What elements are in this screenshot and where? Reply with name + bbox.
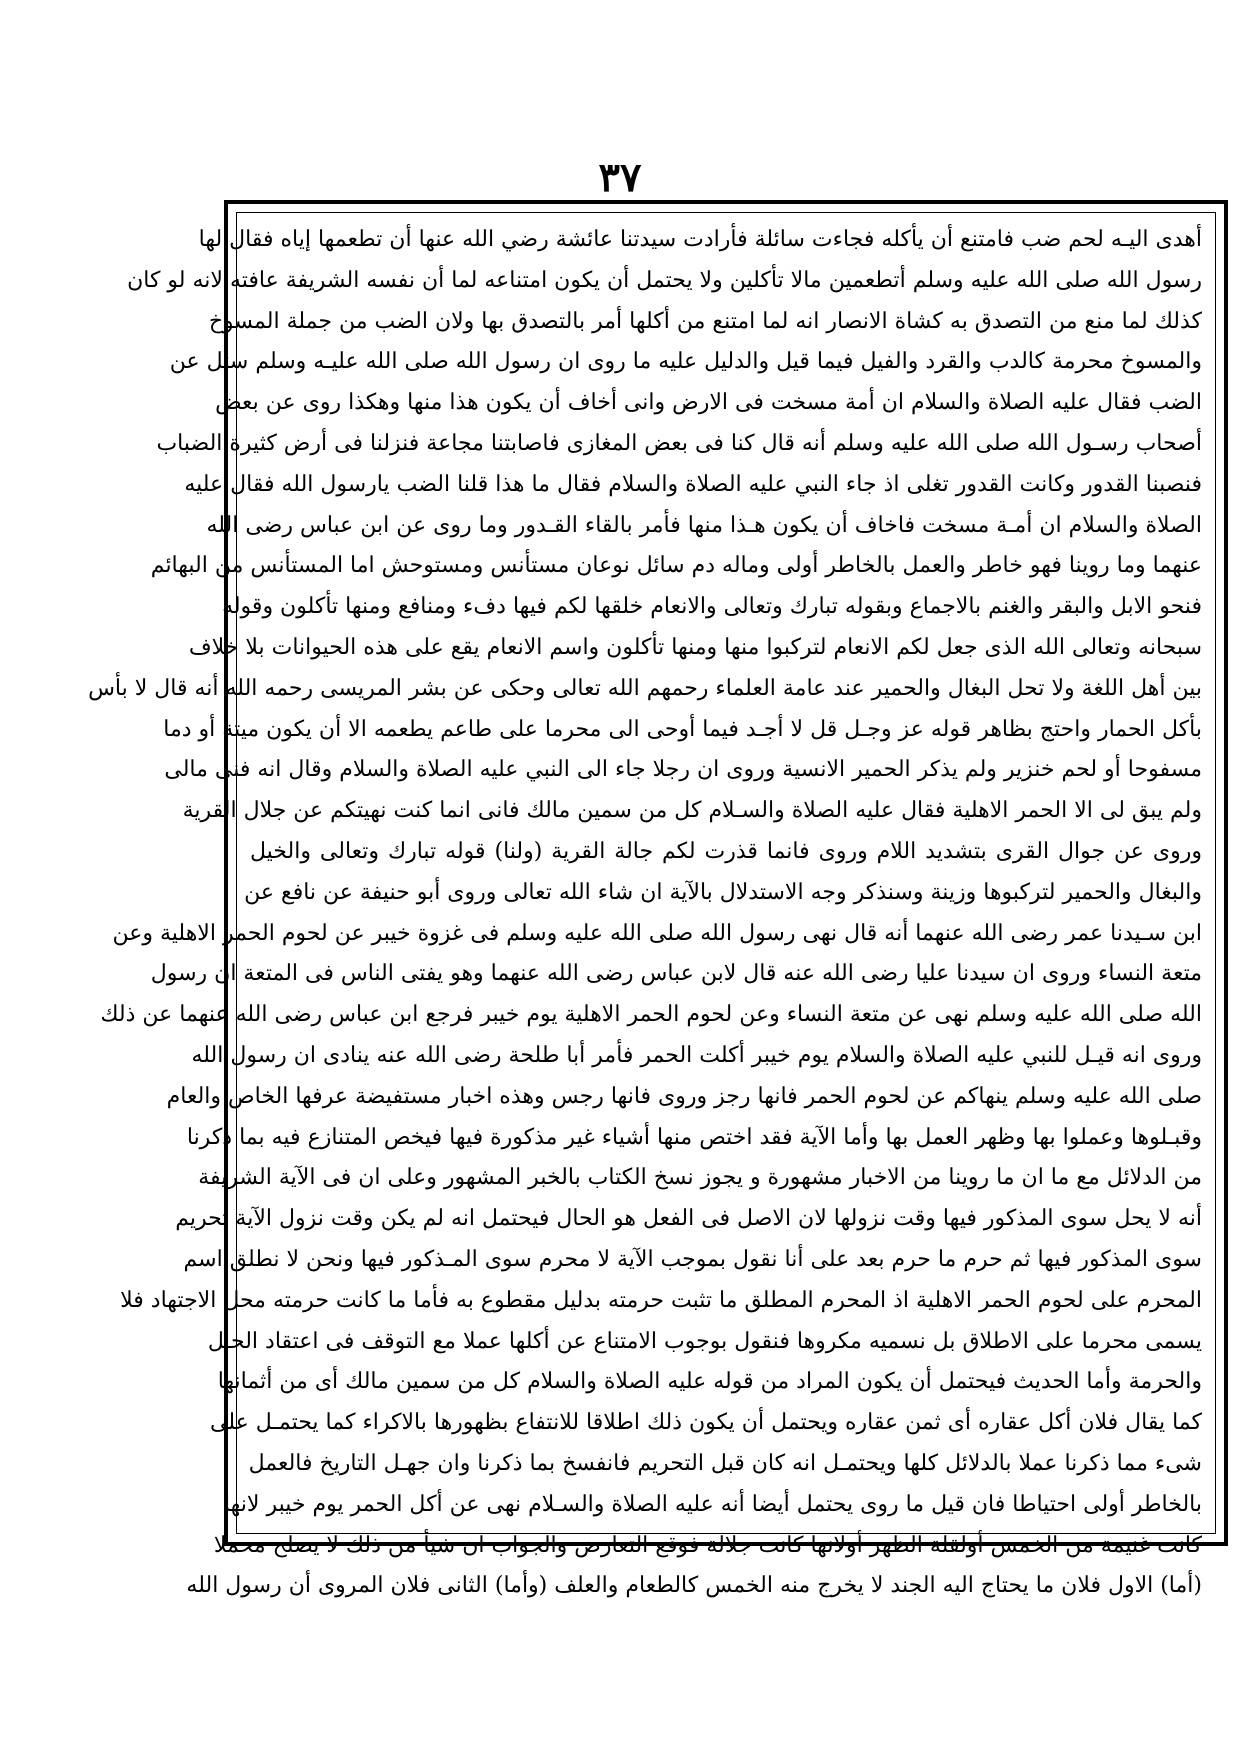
text-line: أهدى اليـه لحم ضب فامتنع أن يأكله فجاءت سائلة فأرادت سيدتنا عائشة رضي الله عنها أن تطعمها إياه فقال لها <box>198 227 1202 252</box>
text-line: وقبـلوها وعملوا بها وظهر العمل بها وأما الآية فقد اختص منها أشياء غير مذكورة فيها فيخص المتنازع فيه بما ذكرنا <box>186 1124 1202 1150</box>
text-line: مسفوحا أو لحم خنزير ولم يذكر الحمير الانسية وروى ان رجلا جاء الى النبي عليه الصلاة والسلام وقال انه فنى مالى <box>164 757 1202 783</box>
text-line: يسمى محرما على الاطلاق بل نسميه مكروها فنقول بوجوب الامتناع عن أكلها عملا مع التوقف فى اعتقاد الحـل <box>207 1328 1202 1354</box>
text-line: كذلك لما منع من التصدق به كشاة الانصار انه لما امتنع من أكلها أمر بالتصدق بها ولان الضب من جملة المسوخ <box>208 308 1202 334</box>
page-number: ٣٧ <box>598 154 642 201</box>
text-line: بين أهل اللغة ولا تحل البغال والحمير عند عامة العلماء رحمهم الله تعالى وحكى عن بشر المريسى رحمه الله أنه قال لا بأس <box>88 675 1202 701</box>
text-line: والمسوخ محرمة كالدب والقرد والفيل فيما قيل والدليل عليه ما روى ان رسول الله صلى الله عليـه وسلم سئل عن <box>169 349 1202 375</box>
text-line: ابن سـيدنا عمر رضى الله عنهما أنه قال نهى رسول الله صلى الله عليه وسلم فى غزوة خيبر عن لحوم الحمر الاهلية وعن <box>112 920 1202 946</box>
text-line: وروى انه قيـل للنبي عليه الصلاة والسلام يوم خيبر أكلت الحمر فأمر أبا طلحة رضى الله عنه ينادى ان رسول الله <box>191 1042 1202 1068</box>
text-line: الضب فقال عليه الصلاة والسلام ان أمة مسخت فى الارض وانى أخاف أن يكون هذا منها وهكذا روى عن بعض <box>215 390 1202 416</box>
text-line: عنهما وما روينا فهو خاطر والعمل بالخاطر أولى وماله دم سائل نوعان مستأنس ومستوحش اما المستأنس من البهائم <box>150 553 1202 579</box>
text-line: والحرمة وأما الحديث فيحتمل أن يكون المراد من قوله عليه الصلاة والسلام كل من سمين مالك أى من أثمانها <box>217 1369 1202 1395</box>
text-line: والبغال والحمير لتركبوها وزينة وسنذكر وجه الاستدلال بالآية ان شاء الله تعالى وروى أبو حنيفة عن نافع عن <box>244 879 1202 905</box>
text-line: الصلاة والسلام ان أمـة مسخت فاخاف أن يكون هـذا منها فأمر بالقاء القـدور وما روى عن ابن عباس رضى الله <box>206 512 1202 538</box>
text-line: شىء مما ذكرنا عملا بالدلائل كلها ويحتمـل انه كان قبل التحريم فانفسخ بما ذكرنا وان جهـل التاريخ فالعمل <box>248 1450 1202 1476</box>
text-line: أنه لا يحل سوى المذكور فيها وقت نزولها لان الاصل فى الفعل هو الحال فيحتمل انه لم يكن وقت نزول الآية تحريم <box>175 1206 1202 1232</box>
text-line: رسول الله صلى الله عليه وسلم أتطعمين مالا تأكلين ولا يحتمل أن يكون امتناعه لما أن نفسه الشريفة عافته لانه لو كان <box>127 267 1202 293</box>
text-line: صلى الله عليه وسلم ينهاكم عن لحوم الحمر فانها رجز وروى فانها رجس وهذه اخبار مستفيضة عرفها الخاص والعام <box>166 1083 1202 1109</box>
text-line: بأكل الحمار واحتج بظاهر قوله عز وجـل قل لا أجـد فيما أوحى الى محرما على طاعم يطعمه الا أن يكون ميتة أو دما <box>163 716 1202 742</box>
text-line: متعة النساء وروى ان سيدنا عليا رضى الله عنه قال لابن عباس رضى الله عنهما وهو يفتى الناس فى المتعة ان رسول <box>150 961 1202 987</box>
text-line: فنحو الابل والبقر والغنم بالاجماع وبقوله تبارك وتعالى والانعام خلقها لكم فيها دفء ومنافع ومنها تأكلون وقوله <box>222 594 1202 620</box>
text-line: المحرم على لحوم الحمر الاهلية اذ المحرم المطلق ما تثبت حرمته بدليل مقطوع به فأما ما كانت حرمته محل الاجتهاد فلا <box>120 1287 1202 1313</box>
text-line: ولم يبق لى الا الحمر الاهلية فقال عليه الصلاة والسـلام كل من سمين مالك فانى انما كنت نهيتكم عن جلال القرية <box>182 798 1202 824</box>
text-body <box>88 220 1206 1599</box>
text-line: وروى عن جوال القرى بتشديد اللام وروى فانما قذرت لكم جالة القرية (ولنا) قوله تبارك وتعالى والخيل <box>250 838 1202 864</box>
text-line: (أما) الاول فلان ما يحتاج اليه الجند لا يخرج منه الخمس كالطعام والعلف (وأما) الثانى فلان المروى أن رسول الله <box>186 1573 1202 1599</box>
text-line: كانت غنيمة من الخمس أولقلة الظهر أولانها كانت جلالة فوقع التعارض والجواب ان شيأ من ذلك لا يصلح محملا <box>213 1532 1202 1558</box>
text-line: سوى المذكور فيها ثم حرم ما حرم بعد على أنا نقول بموجب الآية لا محرم سوى المـذكور فيها ونحن لا نطلق اسم <box>183 1246 1202 1272</box>
text-line: أصحاب رسـول الله صلى الله عليه وسلم أنه قال كنا فى بعض المغازى فاصابتنا مجاعة فنزلنا فى أرض كثيرة الضباب <box>156 430 1202 456</box>
text-line: فنصبنا القدور وكانت القدور تغلى اذ جاء النبي عليه الصلاة والسلام فقال ما هذا قلنا الضب يارسول الله فقال عليه <box>184 471 1202 497</box>
text-line: من الدلائل مع ما ان ما روينا من الاخبار مشهورة و يجوز نسخ الكتاب بالخبر المشهور وعلى ان فى الآية الشريفة <box>198 1165 1202 1191</box>
text-line: كما يقال فلان أكل عقاره أى ثمن عقاره ويحتمل أن يكون ذلك اطلاقا للانتفاع بظهورها بالاكراء كما يحتمـل على <box>210 1410 1202 1436</box>
text-line: سبحانه وتعالى الله الذى جعل لكم الانعام لتركبوا منها ومنها تأكلون واسم الانعام يقع على هذه الحيوانات بلا خلاف <box>188 634 1202 660</box>
text-line: الله صلى الله عليه وسلم نهى عن متعة النساء وعن لحوم الحمر الاهلية يوم خيبر فرجع ابن عباس رضى الله عنهما عن ذلك <box>100 1002 1202 1028</box>
text-line: بالخاطر أولى احتياطا فان قيل ما روى يحتمل أيضا أنه عليه الصلاة والسـلام نهى عن أكل الحمر يوم خيبر لانها <box>223 1491 1202 1517</box>
